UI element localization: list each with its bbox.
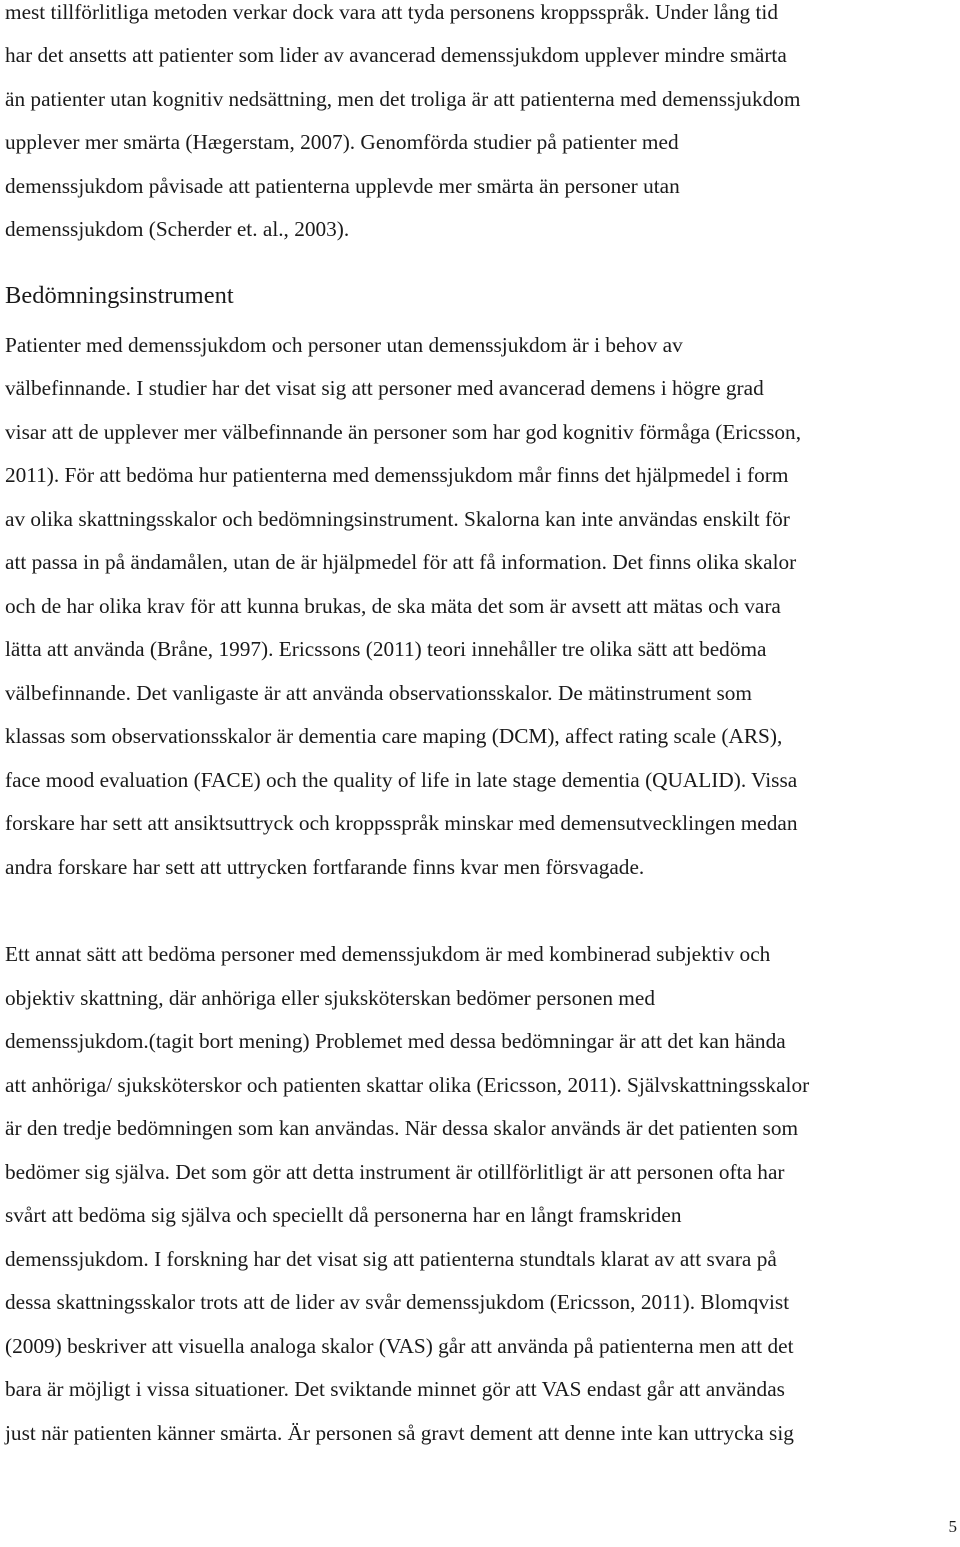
text-line: Ett annat sätt att bedöma personer med demenssjukdom är med kombinerad subjektiv och	[5, 942, 771, 966]
text-line: och de har olika krav för att kunna brukas, de ska mäta det som är avsett att mätas och vara	[5, 594, 781, 618]
text-line: Patienter med demenssjukdom och personer utan demenssjukdom är i behov av	[5, 333, 683, 357]
text-line: andra forskare har sett att uttrycken fortfarande finns kvar men försvagade.	[5, 855, 645, 879]
text-line: klassas som observationsskalor är dementia care maping (DCM), affect rating scale (ARS),	[5, 724, 783, 748]
text-line: demenssjukdom.(tagit bort mening) Problemet med dessa bedömningar är att det kan hända	[5, 1029, 786, 1053]
text-line: visar att de upplever mer välbefinnande än personer som har god kognitiv förmåga (Ericsson,	[5, 420, 802, 444]
text-line: har det ansetts att patienter som lider av avancerad demenssjukdom upplever mindre smärta	[5, 43, 787, 67]
text-line: välbefinnande. Det vanligaste är att använda observationsskalor. De mätinstrument som	[5, 681, 752, 705]
text-line: är den tredje bedömningen som kan användas. När dessa skalor används är det patienten som	[5, 1116, 799, 1140]
text-line: objektiv skattning, där anhöriga eller sjuksköterskan bedömer personen med	[5, 986, 655, 1010]
section-heading: Bedömningsinstrument	[5, 282, 234, 309]
text-line: av olika skattningsskalor och bedömningsinstrument. Skalorna kan inte användas enskilt för	[5, 507, 790, 531]
text-line: demenssjukdom. I forskning har det visat sig att patienterna stundtals klarat av att svara på	[5, 1247, 777, 1271]
text-line: demenssjukdom påvisade att patienterna upplevde mer smärta än personer utan	[5, 174, 680, 198]
text-line: face mood evaluation (FACE) och the quality of life in late stage dementia (QUALID). Vissa	[5, 768, 798, 792]
text-line: än patienter utan kognitiv nedsättning, men det troliga är att patienterna med demenssjukdom	[5, 87, 801, 111]
text-line: upplever mer smärta (Hægerstam, 2007). Genomförda studier på patienter med	[5, 130, 679, 154]
text-line: just när patienten känner smärta. Är personen så gravt dement att denne inte kan uttrycka sig	[5, 1421, 794, 1445]
text-line: (2009) beskriver att visuella analoga skalor (VAS) går att använda på patienterna men att det	[5, 1334, 794, 1358]
text-line: bedömer sig själva. Det som gör att detta instrument är otillförlitligt är att personen ofta har	[5, 1160, 785, 1184]
text-line: att anhöriga/ sjuksköterskor och patienten skattar olika (Ericsson, 2011). Självskattningsskalor	[5, 1073, 810, 1097]
text-line: demenssjukdom (Scherder et. al., 2003).	[5, 217, 350, 241]
text-line: dessa skattningsskalor trots att de lider av svår demenssjukdom (Ericsson, 2011). Blomqvist	[5, 1290, 790, 1314]
text-line: forskare har sett att ansiktsuttryck och kroppsspråk minskar med demensutvecklingen medan	[5, 811, 798, 835]
text-line: svårt att bedöma sig själva och speciellt då personerna har en långt framskriden	[5, 1203, 682, 1227]
page-number: 5	[948, 1517, 957, 1536]
text-line: att passa in på ändamålen, utan de är hjälpmedel för att få information. Det finns olika skalor	[5, 550, 797, 574]
text-line: bara är möjligt i vissa situationer. Det sviktande minnet gör att VAS endast går att användas	[5, 1377, 785, 1401]
text-line: välbefinnande. I studier har det visat sig att personer med avancerad demens i högre grad	[5, 376, 764, 400]
text-line: lätta att använda (Bråne, 1997). Ericssons (2011) teori innehåller tre olika sätt att bedöma	[5, 637, 767, 661]
text-line: mest tillförlitliga metoden verkar dock vara att tyda personens kroppsspråk. Under lång tid	[5, 0, 778, 24]
text-line: 2011). För att bedöma hur patienterna med demenssjukdom mår finns det hjälpmedel i form	[5, 463, 789, 487]
